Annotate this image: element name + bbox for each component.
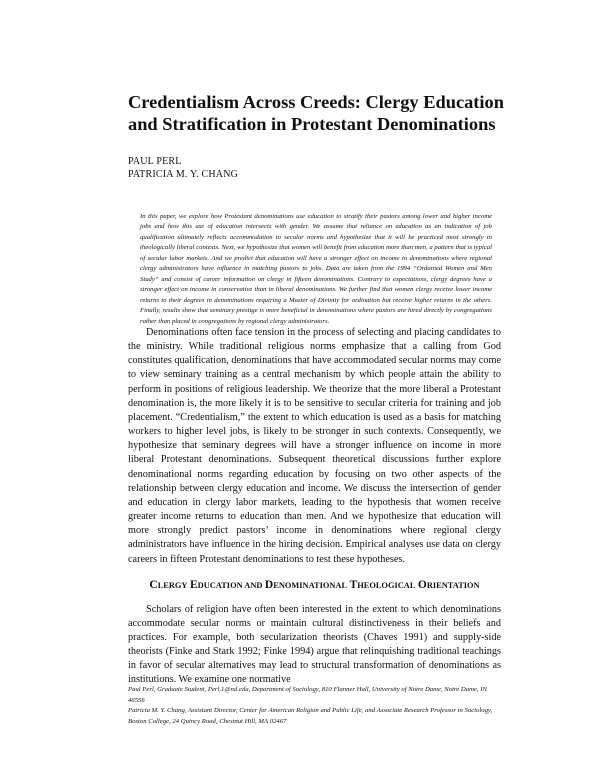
section-heading: CLERGY EDUCATION AND DENOMINATIONAL THEOLOGICAL ORIENTATION <box>149 578 480 591</box>
footnote-author-1: Paul Perl, Graduate Student, Perl.1@nd.edu, Department of Sociology, 810 Flanner Hall, University of Notre Dame, Notre Dame, IN 46556 <box>128 686 487 704</box>
paper-title: Credentialism Across Creeds: Clergy Education and Stratification in Protestant Denominations <box>128 92 504 134</box>
body-paragraph: Scholars of religion have often been interested in the extent to which denominations accommodate secular norms or maintain cultural distinctiveness in their beliefs and practices. For example, both secularization theorists (Chaves 1991) and supply-side theorists (Finke and Stark 1992; Finke 1994) argue that relinquishing traditional teachings in favor of secular alternatives may lead to structural transformation of denominations as institutions. We examine one normative <box>128 603 501 686</box>
author-name: PATRICIA M. Y. CHANG <box>128 169 239 180</box>
author-name: PAUL PERL <box>128 156 182 167</box>
footnote-author-2: Patricia M. Y. Chang, Assistant Director, Center for American Religion and Public Life, and Associate Research Professor in Sociology, Boston College, 24 Quincy Road, Chestnut Hill, MA 02467 <box>128 707 493 725</box>
author-list <box>128 155 238 181</box>
body-paragraph: Denominations often face tension in the process of selecting and placing candidates to the ministry. While traditional religious norms emphasize that a calling from God constitutes qualification, denominations that have accommodated secular norms may come to view seminary training as a central mechanism by which people attain the ability to perform in positions of religious leadership. We theorize that the more liberal a Protestant denomination is, the more likely it is to be sensitive to secular criteria for training and job placement. “Credentialism,” the extent to which education is used as a basis for matching workers to higher level jobs, is likely to be stronger in such contexts. Consequently, we hypothesize that seminary degrees will have a stronger influence on income in more liberal Protestant denominations. Subsequent theoretical discussions further explore denominational norms regarding education by focusing on two other aspects of the relationship between clergy education and income. We discuss the intersection of gender and education in clergy labor markets, leading to the hypothesis that women receive greater income returns to education than men. And we hypothesize that education will more strongly predict pastors’ income in denominations where regional clergy administrators have influence in the hiring decision. Empirical analyses use data on clergy careers in fifteen Protestant denominations to test these hypotheses. <box>128 327 501 565</box>
footnotes <box>128 685 503 727</box>
main-text <box>128 326 501 688</box>
abstract: In this paper, we explore how Protestant denominations use education to stratify their pastors among lower and higher income jobs and how this use of education intersects with gender. We assume that reliance on education as an indication of job qualification ultimately reflects accommodation to secular norms and hypothesize that it will be practiced most strongly in theologically liberal contexts. Next, we hypothesize that women will benefit from education more than men, a pattern that is typical of secular labor markets. And we predict that education will have a stronger effect on income in denominations where regional clergy administrators have influence in matching pastors to jobs. Data are taken from the 1994 “Ordained Women and Men Study” and consist of career information on clergy in fifteen denominations. Contrary to expectations, clergy degrees have a stronger effect on income in conservative than in liberal denominations. We further find that women clergy receive lower income returns to their degrees in denominations requiring a Master of Divinity for ordination but receive higher returns in the others. Finally, results show that seminary prestige is more beneficial in denominations where pastors are hired directly by congregations rather than placed in congregations by regional clergy administrators. <box>140 213 492 325</box>
